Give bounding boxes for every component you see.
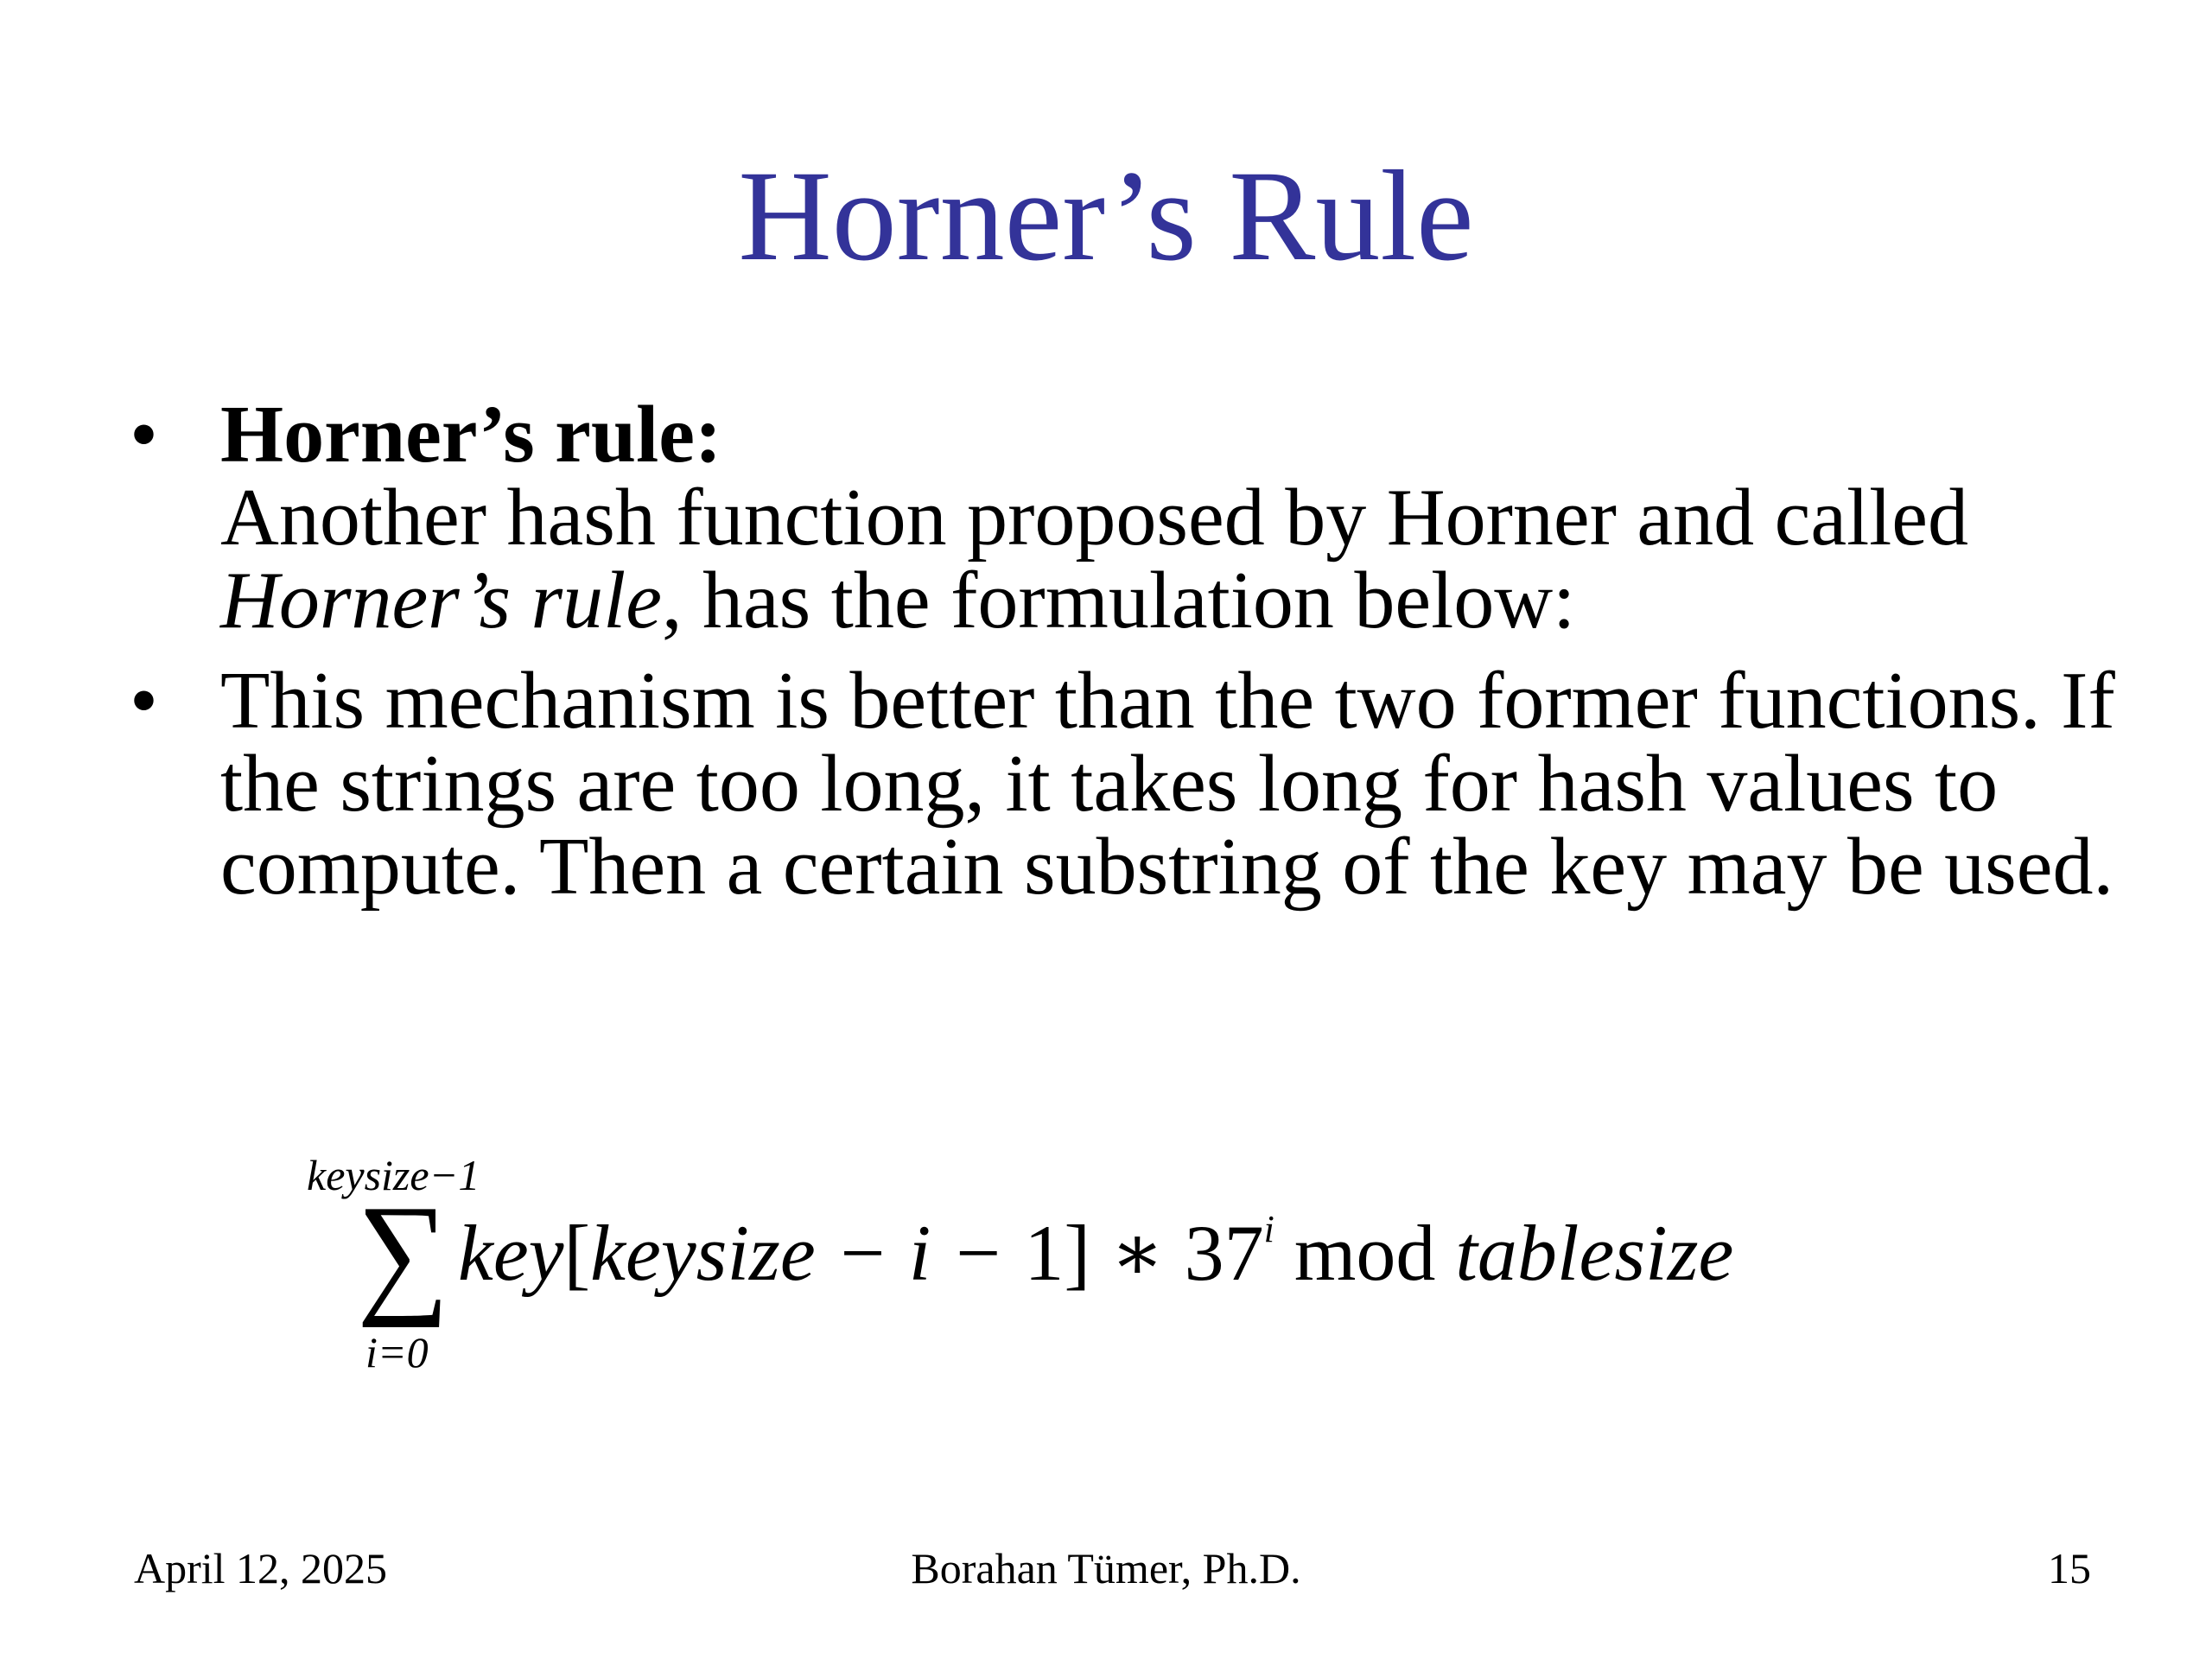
formula-minus-i: − i − bbox=[815, 1209, 1025, 1297]
footer-author: Borahan Tümer, Ph.D. bbox=[911, 1544, 1301, 1592]
formula-open-bracket: [ bbox=[563, 1209, 591, 1297]
bullet-text: This mechanism is better than the two former functions. If the strings are too long, it takes long for hash values to compute. Then a certain substring of the key may be used. bbox=[220, 656, 2115, 912]
bullet-icon: • bbox=[130, 656, 158, 746]
bullet-item-mechanism bbox=[130, 656, 2117, 912]
bullet-item-horners-rule bbox=[130, 390, 2117, 645]
formula-mod: mod bbox=[1274, 1209, 1456, 1297]
bullet-text-post: , has the formulation below: bbox=[661, 556, 1576, 645]
formula-exponent: i bbox=[1263, 1208, 1274, 1250]
bullet-text-pre: Another hash function proposed by Horner and called bbox=[220, 473, 1969, 563]
sum-lower-limit: i=0 bbox=[365, 1328, 429, 1376]
footer-date: April 12, 2025 bbox=[134, 1544, 388, 1592]
bullet-heading: Horner’s rule: bbox=[220, 390, 722, 480]
formula-expression bbox=[458, 1201, 1733, 1305]
slide-title: Horner’s Rule bbox=[738, 144, 1474, 288]
formula-times-base: ∗ 37 bbox=[1090, 1209, 1264, 1297]
bullet-text-italic: Horner’s rule bbox=[220, 556, 662, 645]
hash-formula bbox=[307, 1149, 1862, 1391]
bullet-list bbox=[130, 390, 2117, 925]
summation-symbol: ∑ bbox=[357, 1177, 449, 1329]
sum-upper-limit: keysize−1 bbox=[307, 1151, 480, 1199]
footer-page-number: 15 bbox=[2048, 1544, 2091, 1592]
formula-keysize: keysize bbox=[590, 1209, 816, 1297]
formula-one: 1] bbox=[1024, 1209, 1091, 1297]
formula-tablesize: tablesize bbox=[1455, 1209, 1734, 1297]
formula-key: key bbox=[458, 1209, 564, 1297]
bullet-icon: • bbox=[130, 390, 158, 480]
